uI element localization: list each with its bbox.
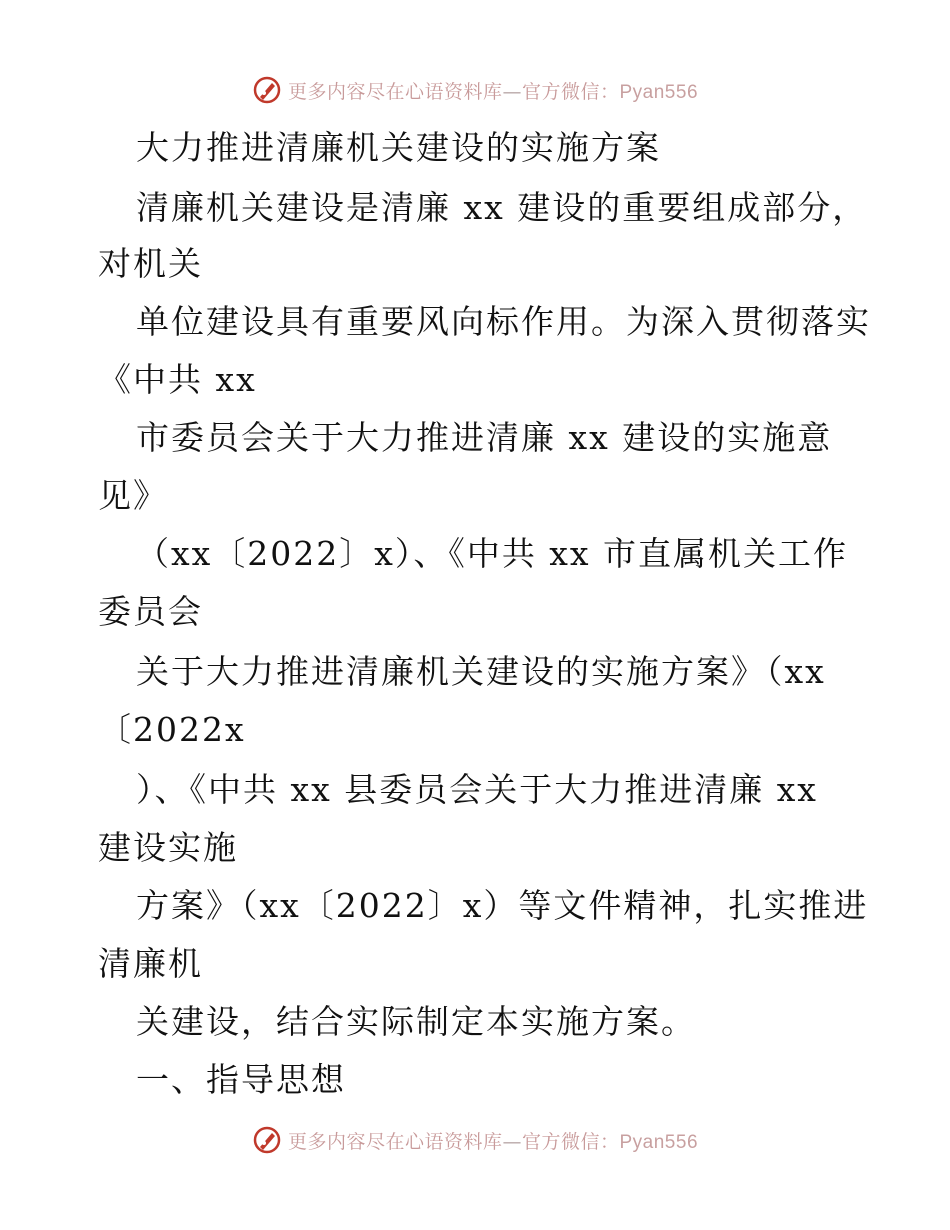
section-heading: 一、指导思想 bbox=[136, 1060, 346, 1099]
footer-watermark bbox=[0, 1122, 950, 1158]
header-watermark bbox=[0, 72, 950, 108]
watermark-text bbox=[288, 1127, 698, 1154]
paragraph-line: 清廉机 bbox=[98, 944, 203, 983]
paragraph-line: 关于大力推进清廉机关建设的实施方案》（xx bbox=[136, 652, 826, 691]
paragraph-line: 对机关 bbox=[98, 244, 203, 283]
paragraph-line: 关建设，结合实际制定本实施方案。 bbox=[136, 1002, 696, 1041]
watermark-id: Pyan556 bbox=[619, 1131, 699, 1153]
paragraph-line: 〔2022x bbox=[98, 710, 246, 749]
watermark-dash: — bbox=[502, 1130, 522, 1153]
paragraph-line: 单位建设具有重要风向标作用。为深入贯彻落实 bbox=[136, 302, 871, 341]
paragraph-line: 《中共 xx bbox=[98, 360, 257, 399]
watermark-text bbox=[288, 77, 698, 104]
paragraph-line: 建设实施 bbox=[98, 828, 238, 867]
watermark-main: 更多内容尽在心语资料库 bbox=[287, 1130, 503, 1153]
pen-logo-icon bbox=[252, 1125, 282, 1155]
document-title: 大力推进清廉机关建设的实施方案 bbox=[136, 128, 661, 167]
watermark-dash: — bbox=[502, 80, 522, 103]
paragraph-line: 委员会 bbox=[98, 592, 203, 631]
paragraph-line: 方案》（xx〔2022〕x）等文件精神，扎实推进 bbox=[136, 886, 869, 925]
paragraph-line: ）、《中共 xx 县委员会关于大力推进清廉 xx bbox=[136, 770, 818, 809]
paragraph-line: 见》 bbox=[98, 476, 168, 515]
paragraph-line: 市委员会关于大力推进清廉 xx 建设的实施意 bbox=[136, 418, 833, 457]
paragraph-line: 清廉机关建设是清廉 xx 建设的重要组成部分， bbox=[136, 188, 868, 227]
watermark-label: 官方微信： bbox=[521, 80, 620, 103]
pen-logo-icon bbox=[252, 75, 282, 105]
watermark-label: 官方微信： bbox=[521, 1130, 620, 1153]
watermark-id: Pyan556 bbox=[619, 81, 699, 103]
watermark-main: 更多内容尽在心语资料库 bbox=[287, 80, 503, 103]
paragraph-line: （xx〔2022〕x）、《中共 xx 市直属机关工作 bbox=[136, 534, 849, 573]
